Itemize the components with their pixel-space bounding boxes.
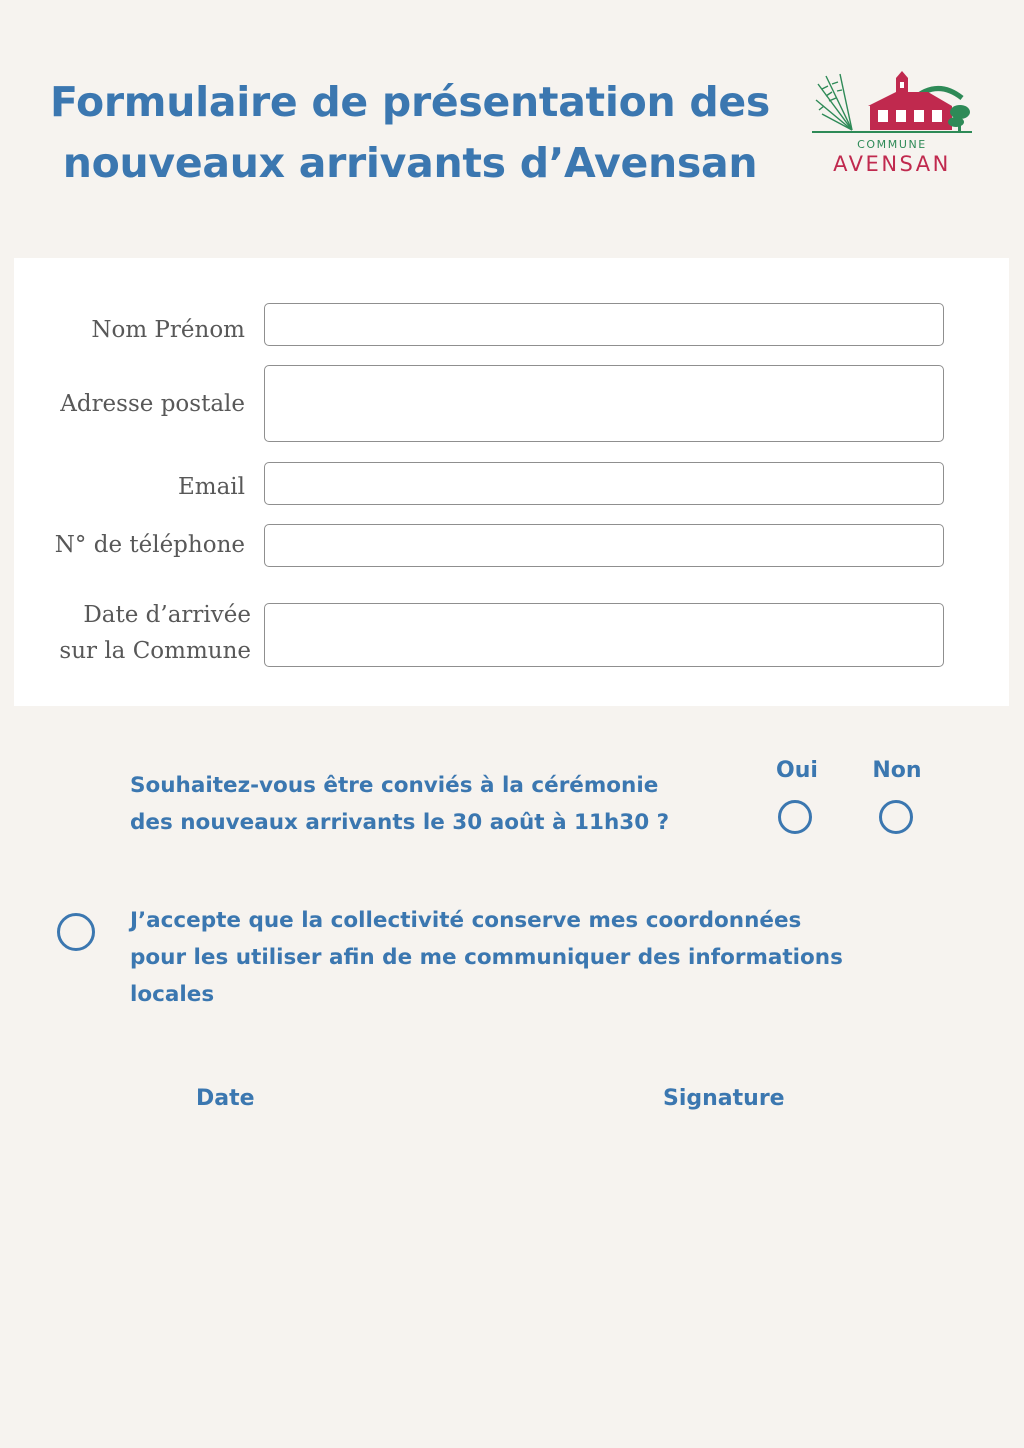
option-yes-radio[interactable] <box>778 800 812 834</box>
consent-radio[interactable] <box>57 913 95 951</box>
name-label: Nom Prénom <box>91 317 245 343</box>
consent-text <box>130 902 960 1013</box>
email-label: Email <box>177 474 245 500</box>
town-hall-icon <box>812 70 972 140</box>
logo-commune-text: COMMUNE <box>857 138 927 151</box>
arrival-date-input[interactable] <box>264 603 944 667</box>
ceremony-question-line-2: des nouveaux arrivants le 30 août à 11h30 ? <box>130 810 670 835</box>
option-no-radio[interactable] <box>879 800 913 834</box>
option-no-label: Non <box>872 758 922 783</box>
ceremony-question-line-1: Souhaitez-vous être conviés à la cérémonie <box>130 773 659 798</box>
arrival-date-label-line-2: sur la Commune <box>59 638 251 664</box>
date-label: Date <box>196 1086 255 1111</box>
address-input[interactable] <box>264 365 944 442</box>
name-input[interactable] <box>264 303 944 346</box>
phone-input[interactable] <box>264 524 944 567</box>
page-title-line-1: Formulaire de présentation des <box>49 78 771 126</box>
address-label: Adresse postale <box>60 391 245 417</box>
option-yes-label: Oui <box>776 758 818 783</box>
consent-text-line-1: J’accepte que la collectivité conserve mes coordonnées <box>130 908 802 933</box>
page-title-line-2: nouveaux arrivants d’Avensan <box>62 139 758 187</box>
arrival-date-label-line-1: Date d’arrivée <box>83 602 251 628</box>
form-panel <box>14 258 1009 706</box>
logo-avensan-text: AVENSAN <box>833 152 951 176</box>
arrival-date-label <box>59 599 251 667</box>
signature-label: Signature <box>663 1086 785 1111</box>
consent-text-line-2: pour les utiliser afin de me communiquer des informations <box>130 945 843 970</box>
consent-text-line-3: locales <box>130 982 215 1007</box>
commune-logo <box>812 70 972 185</box>
ceremony-question <box>130 767 750 841</box>
phone-label: N° de téléphone <box>54 532 245 558</box>
email-input[interactable] <box>264 462 944 505</box>
page-title <box>20 72 800 194</box>
